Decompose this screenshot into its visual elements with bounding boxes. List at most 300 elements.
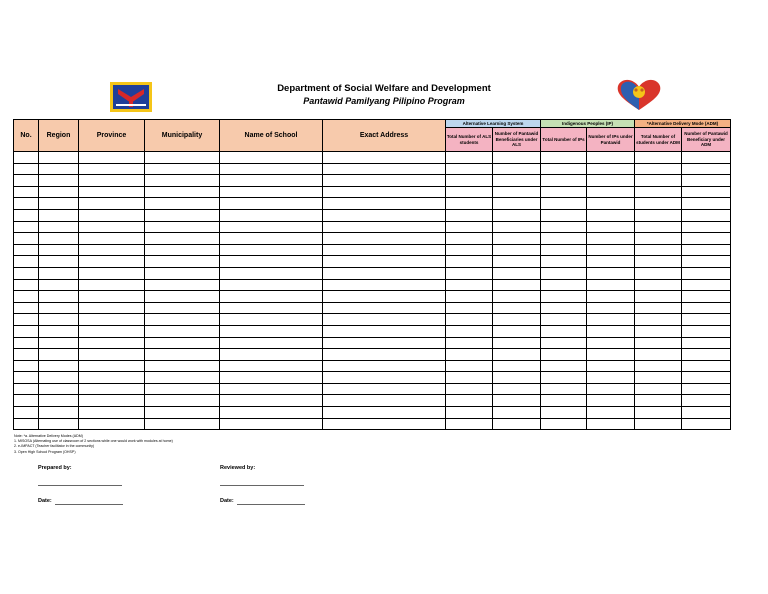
table-cell[interactable] bbox=[493, 325, 541, 337]
table-cell[interactable] bbox=[541, 152, 587, 164]
table-cell[interactable] bbox=[682, 291, 731, 303]
table-cell[interactable] bbox=[635, 233, 682, 245]
table-cell[interactable] bbox=[493, 279, 541, 291]
table-cell[interactable] bbox=[39, 325, 79, 337]
table-cell[interactable] bbox=[220, 360, 323, 372]
table-cell[interactable] bbox=[587, 302, 635, 314]
table-cell[interactable] bbox=[682, 349, 731, 361]
table-cell[interactable] bbox=[39, 337, 79, 349]
table-cell[interactable] bbox=[541, 221, 587, 233]
table-cell[interactable] bbox=[446, 291, 493, 303]
table-cell[interactable] bbox=[541, 209, 587, 221]
table-cell[interactable] bbox=[145, 175, 220, 187]
table-cell[interactable] bbox=[682, 209, 731, 221]
table-cell[interactable] bbox=[635, 256, 682, 268]
table-cell[interactable] bbox=[493, 291, 541, 303]
table-cell[interactable] bbox=[39, 395, 79, 407]
table-cell[interactable] bbox=[493, 383, 541, 395]
table-cell[interactable] bbox=[79, 360, 145, 372]
table-cell[interactable] bbox=[493, 163, 541, 175]
table-cell[interactable] bbox=[14, 418, 39, 430]
table-cell[interactable] bbox=[220, 209, 323, 221]
table-cell[interactable] bbox=[446, 314, 493, 326]
table-cell[interactable] bbox=[493, 407, 541, 419]
table-cell[interactable] bbox=[220, 175, 323, 187]
table-cell[interactable] bbox=[446, 186, 493, 198]
table-cell[interactable] bbox=[682, 360, 731, 372]
table-cell[interactable] bbox=[14, 349, 39, 361]
table-cell[interactable] bbox=[635, 221, 682, 233]
table-cell[interactable] bbox=[39, 152, 79, 164]
table-cell[interactable] bbox=[635, 360, 682, 372]
table-cell[interactable] bbox=[14, 244, 39, 256]
table-cell[interactable] bbox=[493, 256, 541, 268]
table-cell[interactable] bbox=[587, 256, 635, 268]
table-cell[interactable] bbox=[39, 256, 79, 268]
table-cell[interactable] bbox=[541, 175, 587, 187]
program-title: Pantawid Pamilyang Pilipino Program bbox=[303, 96, 465, 106]
table-cell[interactable] bbox=[682, 186, 731, 198]
date-line-right[interactable] bbox=[237, 504, 305, 505]
table-cell[interactable] bbox=[323, 383, 446, 395]
table-cell[interactable] bbox=[323, 244, 446, 256]
table-cell[interactable] bbox=[145, 349, 220, 361]
table-cell[interactable] bbox=[145, 152, 220, 164]
table-cell[interactable] bbox=[587, 221, 635, 233]
table-cell[interactable] bbox=[682, 175, 731, 187]
table-cell[interactable] bbox=[79, 349, 145, 361]
table-cell[interactable] bbox=[446, 372, 493, 384]
table-cell[interactable] bbox=[682, 244, 731, 256]
table-cell[interactable] bbox=[79, 256, 145, 268]
table-cell[interactable] bbox=[79, 267, 145, 279]
date-label-right: Date: bbox=[220, 498, 234, 504]
table-cell[interactable] bbox=[635, 279, 682, 291]
table-cell[interactable] bbox=[587, 418, 635, 430]
table-cell[interactable] bbox=[39, 372, 79, 384]
table-cell[interactable] bbox=[39, 221, 79, 233]
table-cell[interactable] bbox=[493, 175, 541, 187]
table-cell[interactable] bbox=[145, 395, 220, 407]
table-cell[interactable] bbox=[635, 383, 682, 395]
table-cell[interactable] bbox=[39, 279, 79, 291]
table-cell[interactable] bbox=[587, 163, 635, 175]
table-cell[interactable] bbox=[541, 360, 587, 372]
table-cell[interactable] bbox=[541, 325, 587, 337]
table-cell[interactable] bbox=[145, 209, 220, 221]
table-cell[interactable] bbox=[145, 244, 220, 256]
table-cell[interactable] bbox=[587, 360, 635, 372]
table-cell[interactable] bbox=[446, 383, 493, 395]
table-cell[interactable] bbox=[79, 186, 145, 198]
table-cell[interactable] bbox=[541, 418, 587, 430]
table-cell[interactable] bbox=[446, 152, 493, 164]
table-cell[interactable] bbox=[14, 256, 39, 268]
table-cell[interactable] bbox=[79, 209, 145, 221]
table-cell[interactable] bbox=[587, 372, 635, 384]
table-cell[interactable] bbox=[323, 152, 446, 164]
table-cell[interactable] bbox=[541, 256, 587, 268]
table-cell[interactable] bbox=[323, 302, 446, 314]
table-cell[interactable] bbox=[79, 233, 145, 245]
table-cell[interactable] bbox=[220, 325, 323, 337]
table-cell[interactable] bbox=[446, 175, 493, 187]
table-cell[interactable] bbox=[682, 337, 731, 349]
table-cell[interactable] bbox=[493, 267, 541, 279]
table-cell[interactable] bbox=[682, 302, 731, 314]
table-cell[interactable] bbox=[323, 325, 446, 337]
table-cell[interactable] bbox=[39, 244, 79, 256]
table-cell[interactable] bbox=[493, 418, 541, 430]
table-cell[interactable] bbox=[39, 175, 79, 187]
table-cell[interactable] bbox=[323, 279, 446, 291]
table-cell[interactable] bbox=[14, 383, 39, 395]
table-cell[interactable] bbox=[39, 349, 79, 361]
table-cell[interactable] bbox=[14, 372, 39, 384]
table-cell[interactable] bbox=[79, 383, 145, 395]
table-cell[interactable] bbox=[145, 279, 220, 291]
table-cell[interactable] bbox=[446, 163, 493, 175]
sub-header-ip-pantawid: Number of IPs under Pantawid bbox=[587, 128, 635, 152]
table-cell[interactable] bbox=[323, 349, 446, 361]
table-cell[interactable] bbox=[145, 163, 220, 175]
table-cell[interactable] bbox=[587, 198, 635, 210]
table-cell[interactable] bbox=[14, 198, 39, 210]
table-row bbox=[14, 256, 731, 268]
table-cell[interactable] bbox=[493, 349, 541, 361]
table-cell[interactable] bbox=[145, 383, 220, 395]
table-cell[interactable] bbox=[14, 221, 39, 233]
table-cell[interactable] bbox=[446, 349, 493, 361]
table-cell[interactable] bbox=[14, 337, 39, 349]
table-cell[interactable] bbox=[635, 349, 682, 361]
table-cell[interactable] bbox=[635, 372, 682, 384]
table-cell[interactable] bbox=[323, 221, 446, 233]
table-cell[interactable] bbox=[446, 209, 493, 221]
table-cell[interactable] bbox=[323, 314, 446, 326]
table-cell[interactable] bbox=[493, 152, 541, 164]
table-cell[interactable] bbox=[541, 407, 587, 419]
table-cell[interactable] bbox=[541, 291, 587, 303]
table-cell[interactable] bbox=[446, 302, 493, 314]
table-cell[interactable] bbox=[14, 175, 39, 187]
table-cell[interactable] bbox=[682, 383, 731, 395]
table-cell[interactable] bbox=[682, 418, 731, 430]
table-cell[interactable] bbox=[493, 302, 541, 314]
table-cell[interactable] bbox=[39, 186, 79, 198]
table-cell[interactable] bbox=[587, 337, 635, 349]
table-cell[interactable] bbox=[682, 314, 731, 326]
table-cell[interactable] bbox=[323, 407, 446, 419]
table-cell[interactable] bbox=[635, 418, 682, 430]
table-cell[interactable] bbox=[220, 314, 323, 326]
table-cell[interactable] bbox=[79, 221, 145, 233]
table-cell[interactable] bbox=[446, 233, 493, 245]
table-cell[interactable] bbox=[682, 152, 731, 164]
table-cell[interactable] bbox=[682, 395, 731, 407]
table-cell[interactable] bbox=[635, 209, 682, 221]
table-cell[interactable] bbox=[323, 163, 446, 175]
table-cell[interactable] bbox=[635, 302, 682, 314]
table-cell[interactable] bbox=[635, 244, 682, 256]
table-cell[interactable] bbox=[587, 186, 635, 198]
table-cell[interactable] bbox=[220, 372, 323, 384]
table-cell[interactable] bbox=[79, 175, 145, 187]
table-cell[interactable] bbox=[220, 395, 323, 407]
table-row bbox=[14, 314, 731, 326]
table-cell[interactable] bbox=[635, 163, 682, 175]
table-cell[interactable] bbox=[446, 267, 493, 279]
table-cell[interactable] bbox=[541, 163, 587, 175]
table-cell[interactable] bbox=[493, 372, 541, 384]
table-cell[interactable] bbox=[587, 152, 635, 164]
table-cell[interactable] bbox=[220, 233, 323, 245]
table-cell[interactable] bbox=[446, 198, 493, 210]
table-cell[interactable] bbox=[145, 267, 220, 279]
group-header-adm: *Alternative Delivery Mode (ADM) bbox=[635, 120, 731, 128]
table-cell[interactable] bbox=[587, 279, 635, 291]
table-cell[interactable] bbox=[635, 407, 682, 419]
table-cell[interactable] bbox=[635, 337, 682, 349]
table-cell[interactable] bbox=[493, 186, 541, 198]
table-cell[interactable] bbox=[79, 395, 145, 407]
table-cell[interactable] bbox=[145, 372, 220, 384]
table-cell[interactable] bbox=[323, 360, 446, 372]
table-cell[interactable] bbox=[220, 383, 323, 395]
table-cell[interactable] bbox=[220, 349, 323, 361]
table-row bbox=[14, 372, 731, 384]
table-cell[interactable] bbox=[220, 337, 323, 349]
table-cell[interactable] bbox=[220, 244, 323, 256]
table-cell[interactable] bbox=[635, 175, 682, 187]
table-cell[interactable] bbox=[682, 267, 731, 279]
table-cell[interactable] bbox=[220, 221, 323, 233]
table-cell[interactable] bbox=[682, 233, 731, 245]
table-cell[interactable] bbox=[323, 395, 446, 407]
table-cell[interactable] bbox=[541, 302, 587, 314]
table-cell[interactable] bbox=[145, 314, 220, 326]
table-cell[interactable] bbox=[541, 244, 587, 256]
table-cell[interactable] bbox=[635, 152, 682, 164]
table-cell[interactable] bbox=[220, 279, 323, 291]
table-cell[interactable] bbox=[79, 325, 145, 337]
table-cell[interactable] bbox=[541, 314, 587, 326]
table-cell[interactable] bbox=[220, 152, 323, 164]
table-cell[interactable] bbox=[323, 337, 446, 349]
prepared-by-signature-line[interactable] bbox=[38, 485, 122, 486]
table-cell[interactable] bbox=[446, 221, 493, 233]
table-cell[interactable] bbox=[635, 186, 682, 198]
table-cell[interactable] bbox=[14, 314, 39, 326]
table-cell[interactable] bbox=[587, 395, 635, 407]
table-cell[interactable] bbox=[39, 267, 79, 279]
table-cell[interactable] bbox=[145, 233, 220, 245]
table-cell[interactable] bbox=[682, 372, 731, 384]
table-cell[interactable] bbox=[39, 302, 79, 314]
table-cell[interactable] bbox=[541, 267, 587, 279]
table-cell[interactable] bbox=[79, 291, 145, 303]
table-cell[interactable] bbox=[587, 233, 635, 245]
table-cell[interactable] bbox=[446, 256, 493, 268]
table-cell[interactable] bbox=[14, 152, 39, 164]
table-cell[interactable] bbox=[635, 267, 682, 279]
table-cell[interactable] bbox=[14, 407, 39, 419]
table-row bbox=[14, 175, 731, 187]
table-cell[interactable] bbox=[493, 337, 541, 349]
table-cell[interactable] bbox=[39, 360, 79, 372]
table-cell[interactable] bbox=[39, 163, 79, 175]
table-cell[interactable] bbox=[323, 267, 446, 279]
table-cell[interactable] bbox=[145, 256, 220, 268]
table-cell[interactable] bbox=[39, 198, 79, 210]
table-cell[interactable] bbox=[79, 163, 145, 175]
table-cell[interactable] bbox=[323, 233, 446, 245]
table-cell[interactable] bbox=[587, 407, 635, 419]
table-cell[interactable] bbox=[635, 291, 682, 303]
table-cell[interactable] bbox=[145, 221, 220, 233]
table-cell[interactable] bbox=[14, 163, 39, 175]
table-cell[interactable] bbox=[39, 291, 79, 303]
table-cell[interactable] bbox=[145, 302, 220, 314]
table-cell[interactable] bbox=[587, 383, 635, 395]
table-cell[interactable] bbox=[14, 233, 39, 245]
table-cell[interactable] bbox=[39, 209, 79, 221]
table-cell[interactable] bbox=[145, 325, 220, 337]
table-cell[interactable] bbox=[587, 175, 635, 187]
table-cell[interactable] bbox=[635, 314, 682, 326]
table-cell[interactable] bbox=[79, 314, 145, 326]
table-cell[interactable] bbox=[220, 267, 323, 279]
table-cell[interactable] bbox=[446, 360, 493, 372]
table-cell[interactable] bbox=[635, 395, 682, 407]
table-cell[interactable] bbox=[587, 291, 635, 303]
table-cell[interactable] bbox=[79, 302, 145, 314]
table-cell[interactable] bbox=[493, 395, 541, 407]
table-cell[interactable] bbox=[541, 186, 587, 198]
table-cell[interactable] bbox=[446, 244, 493, 256]
table-cell[interactable] bbox=[220, 186, 323, 198]
table-cell[interactable] bbox=[541, 349, 587, 361]
table-cell[interactable] bbox=[79, 372, 145, 384]
table-cell[interactable] bbox=[587, 267, 635, 279]
table-cell[interactable] bbox=[493, 233, 541, 245]
table-cell[interactable] bbox=[682, 198, 731, 210]
date-line-left[interactable] bbox=[55, 504, 123, 505]
table-cell[interactable] bbox=[587, 349, 635, 361]
table-cell[interactable] bbox=[587, 314, 635, 326]
table-cell[interactable] bbox=[541, 395, 587, 407]
table-cell[interactable] bbox=[682, 279, 731, 291]
table-cell[interactable] bbox=[323, 372, 446, 384]
table-cell[interactable] bbox=[14, 360, 39, 372]
table-cell[interactable] bbox=[79, 152, 145, 164]
table-cell[interactable] bbox=[14, 395, 39, 407]
table-cell[interactable] bbox=[682, 407, 731, 419]
table-cell[interactable] bbox=[79, 407, 145, 419]
table-cell[interactable] bbox=[446, 325, 493, 337]
table-cell[interactable] bbox=[493, 244, 541, 256]
table-cell[interactable] bbox=[220, 407, 323, 419]
table-cell[interactable] bbox=[39, 407, 79, 419]
table-cell[interactable] bbox=[541, 337, 587, 349]
table-cell[interactable] bbox=[220, 163, 323, 175]
table-cell[interactable] bbox=[79, 279, 145, 291]
table-cell[interactable] bbox=[446, 395, 493, 407]
table-cell[interactable] bbox=[14, 302, 39, 314]
table-cell[interactable] bbox=[220, 418, 323, 430]
table-cell[interactable] bbox=[323, 418, 446, 430]
table-cell[interactable] bbox=[682, 163, 731, 175]
table-cell[interactable] bbox=[145, 198, 220, 210]
table-cell[interactable] bbox=[145, 186, 220, 198]
table-cell[interactable] bbox=[39, 314, 79, 326]
table-cell[interactable] bbox=[635, 198, 682, 210]
table-cell[interactable] bbox=[220, 302, 323, 314]
table-cell[interactable] bbox=[493, 360, 541, 372]
table-cell[interactable] bbox=[323, 209, 446, 221]
table-cell[interactable] bbox=[79, 244, 145, 256]
table-cell[interactable] bbox=[145, 360, 220, 372]
table-cell[interactable] bbox=[14, 325, 39, 337]
table-cell[interactable] bbox=[493, 314, 541, 326]
table-cell[interactable] bbox=[682, 221, 731, 233]
table-cell[interactable] bbox=[635, 325, 682, 337]
table-cell[interactable] bbox=[682, 325, 731, 337]
table-cell[interactable] bbox=[145, 337, 220, 349]
table-cell[interactable] bbox=[446, 418, 493, 430]
table-cell[interactable] bbox=[323, 175, 446, 187]
table-cell[interactable] bbox=[220, 198, 323, 210]
table-cell[interactable] bbox=[541, 383, 587, 395]
table-cell[interactable] bbox=[39, 418, 79, 430]
table-cell[interactable] bbox=[323, 198, 446, 210]
table-cell[interactable] bbox=[446, 407, 493, 419]
table-cell[interactable] bbox=[682, 256, 731, 268]
table-cell[interactable] bbox=[541, 233, 587, 245]
table-cell[interactable] bbox=[541, 372, 587, 384]
table-cell[interactable] bbox=[220, 291, 323, 303]
table-cell[interactable] bbox=[446, 279, 493, 291]
table-cell[interactable] bbox=[14, 291, 39, 303]
table-cell[interactable] bbox=[145, 407, 220, 419]
table-cell[interactable] bbox=[39, 383, 79, 395]
table-cell[interactable] bbox=[541, 198, 587, 210]
table-cell[interactable] bbox=[14, 186, 39, 198]
table-cell[interactable] bbox=[323, 186, 446, 198]
table-cell[interactable] bbox=[145, 418, 220, 430]
table-cell[interactable] bbox=[14, 267, 39, 279]
table-cell[interactable] bbox=[79, 337, 145, 349]
table-cell[interactable] bbox=[323, 291, 446, 303]
table-cell[interactable] bbox=[145, 291, 220, 303]
table-cell[interactable] bbox=[446, 337, 493, 349]
table-cell[interactable] bbox=[587, 325, 635, 337]
table-cell[interactable] bbox=[587, 209, 635, 221]
table-cell[interactable] bbox=[79, 198, 145, 210]
table-cell[interactable] bbox=[541, 279, 587, 291]
table-cell[interactable] bbox=[39, 233, 79, 245]
table-cell[interactable] bbox=[493, 209, 541, 221]
table-cell[interactable] bbox=[220, 256, 323, 268]
table-cell[interactable] bbox=[14, 279, 39, 291]
table-cell[interactable] bbox=[493, 198, 541, 210]
table-cell[interactable] bbox=[323, 256, 446, 268]
reviewed-by-signature-line[interactable] bbox=[220, 485, 304, 486]
table-cell[interactable] bbox=[14, 209, 39, 221]
table-cell[interactable] bbox=[79, 418, 145, 430]
table-cell[interactable] bbox=[587, 244, 635, 256]
table-cell[interactable] bbox=[493, 221, 541, 233]
